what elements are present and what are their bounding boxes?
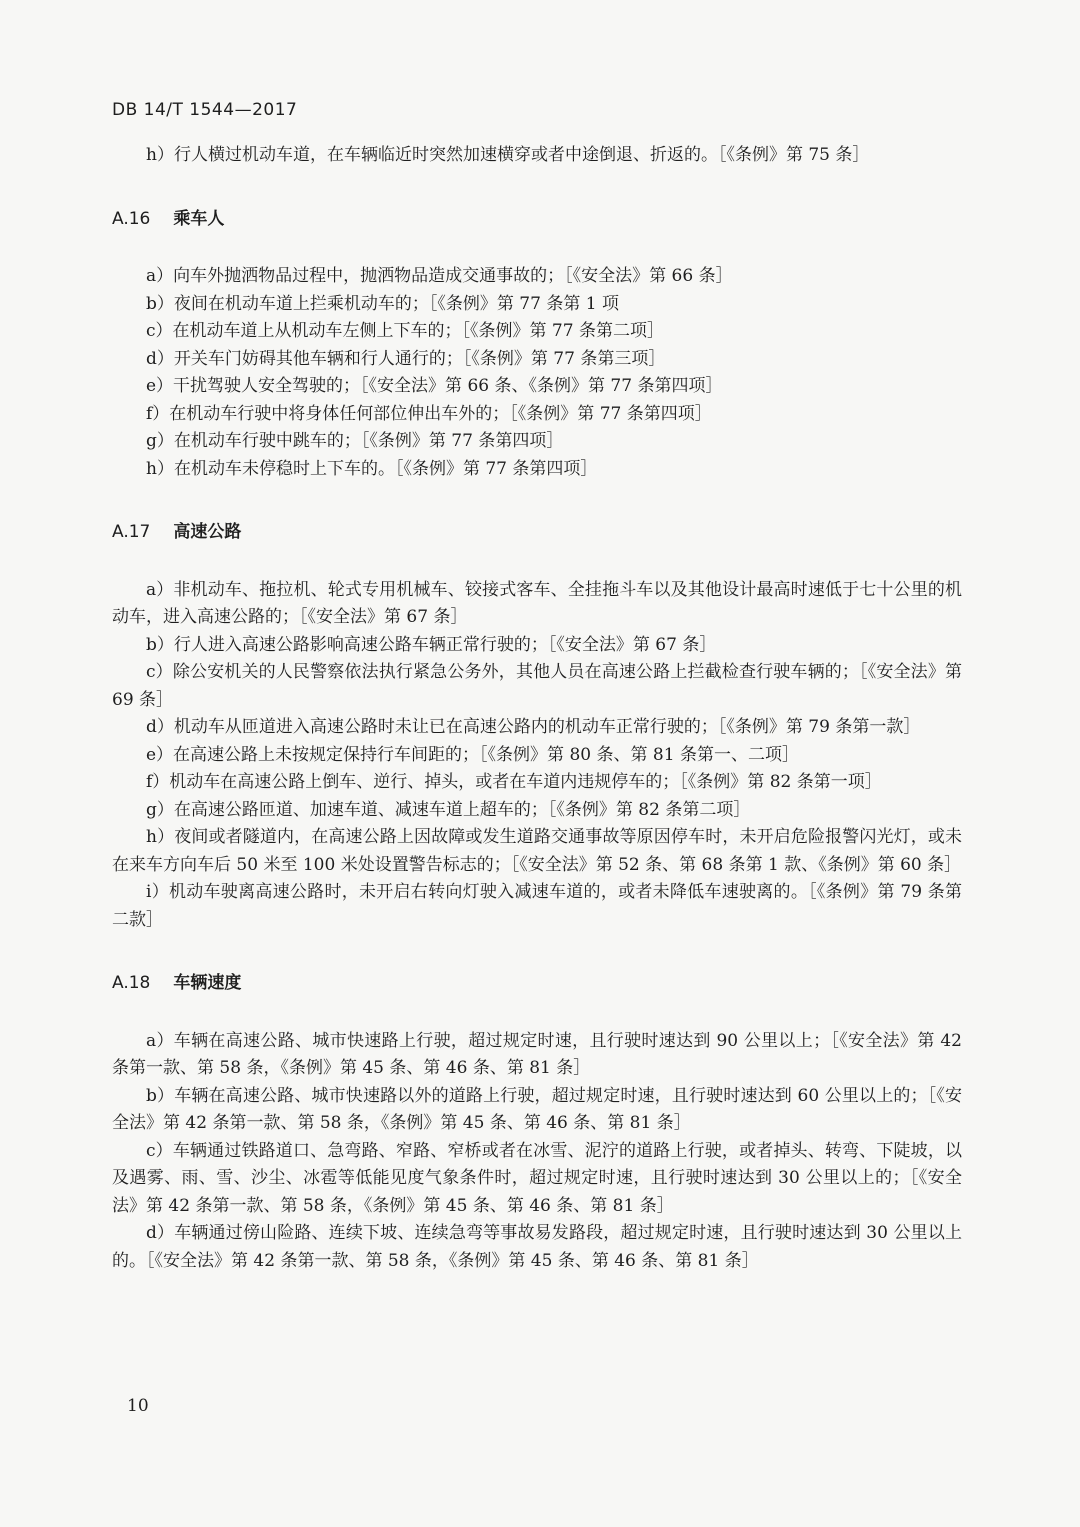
page-number: 10 <box>127 1396 149 1416</box>
list-item: f）在机动车行驶中将身体任何部位伸出车外的；［《条例》第 77 条第四项］ <box>146 403 712 424</box>
list-item: g）在高速公路匝道、加速车道、减速车道上超车的；［《条例》第 82 条第二项］ <box>146 799 751 820</box>
list-item: d）车辆通过傍山险路、连续下坡、连续急弯等事故易发路段，超过规定时速，且行驶时速达到 30 公里以上的。［《安全法》第 42 条第一款、第 58 条，《条例》第 45 条、第 46 条、第 81 条］ <box>112 1223 962 1271</box>
list-item: b）夜间在机动车道上拦乘机动车的；［《条例》第 77 条第 1 项 <box>146 293 619 314</box>
intro-item: h）行人横过机动车道，在车辆临近时突然加速横穿或者中途倒退、折返的。［《条例》第 75 条］ <box>146 145 870 165</box>
list-item: e）在高速公路上未按规定保持行车间距的；［《条例》第 80 条、第 81 条第一、二项］ <box>146 744 799 765</box>
list-item: c）除公安机关的人民警察依法执行紧急公务外，其他人员在高速公路上拦截检查行驶车辆的；［《安全法》第 69 条］ <box>112 662 962 710</box>
section-number: A.17 <box>112 522 151 542</box>
section-title: 乘车人 <box>173 208 225 229</box>
list-item: a）非机动车、拖拉机、轮式专用机械车、铰接式客车、全挂拖斗车以及其他设计最高时速低于七十公里的机动车，进入高速公路的；［《安全法》第 67 条］ <box>112 579 962 627</box>
list-item: c）车辆通过铁路道口、急弯路、窄路、窄桥或者在冰雪、泥泞的道路上行驶，或者掉头、转弯、下陡坡，以及遇雾、雨、雪、沙尘、冰雹等低能见度气象条件时，超过规定时速，且行驶时速达到 30 公里以上的；［《安全法》第 42 条第一款、第 58 条，《条例》第 45 条、第 46 条、第 81 条］ <box>112 1140 962 1216</box>
list-item: e）干扰驾驶人安全驾驶的；［《安全法》第 66 条、《条例》第 77 条第四项］ <box>146 376 723 396</box>
list-item: a）车辆在高速公路、城市快速路上行驶，超过规定时速，且行驶时速达到 90 公里以上；［《安全法》第 42 条第一款、第 58 条，《条例》第 45 条、第 46 条、第 81 条］ <box>112 1030 962 1078</box>
section-heading <box>112 519 962 547</box>
document-code: DB 14/T 1544—2017 <box>112 100 298 120</box>
section-heading <box>112 970 962 998</box>
section-a17 <box>112 519 962 934</box>
list-item: a）向车外抛洒物品过程中，抛洒物品造成交通事故的；［《安全法》第 66 条］ <box>146 266 733 286</box>
section-number: A.16 <box>112 208 151 229</box>
section-a16 <box>112 206 962 484</box>
section-title: 高速公路 <box>173 522 242 542</box>
document-body <box>112 142 962 1287</box>
list-item: d）开关车门妨碍其他车辆和行人通行的；［《条例》第 77 条第三项］ <box>146 348 666 369</box>
section-a18 <box>112 970 962 1275</box>
list-item: b）车辆在高速公路、城市快速路以外的道路上行驶，超过规定时速，且行驶时速达到 60 公里以上的；［《安全法》第 42 条第一款、第 58 条，《条例》第 45 条、第 46 条、第 81 条］ <box>112 1085 962 1133</box>
section-number: A.18 <box>112 973 151 993</box>
list-item: b）行人进入高速公路影响高速公路车辆正常行驶的；［《安全法》第 67 条］ <box>146 634 717 655</box>
list-item: f）机动车在高速公路上倒车、逆行、掉头，或者在车道内违规停车的；［《条例》第 82 条第一项］ <box>146 772 882 792</box>
section-title: 车辆速度 <box>173 973 242 993</box>
list-item: c）在机动车道上从机动车左侧上下车的；［《条例》第 77 条第二项］ <box>146 321 664 341</box>
list-item: i）机动车驶离高速公路时，未开启右转向灯驶入减速车道的，或者未降低车速驶离的。［《条例》第 79 条第二款］ <box>112 882 962 930</box>
section-heading <box>112 206 962 234</box>
list-item: h）在机动车未停稳时上下车的。［《条例》第 77 条第四项］ <box>146 458 598 479</box>
list-item: g）在机动车行驶中跳车的；［《条例》第 77 条第四项］ <box>146 431 564 451</box>
list-item: d）机动车从匝道进入高速公路时未让已在高速公路内的机动车正常行驶的；［《条例》第 79 条第一款］ <box>146 717 921 737</box>
list-item: h）夜间或者隧道内，在高速公路上因故障或发生道路交通事故等原因停车时，未开启危险报警闪光灯，或未在来车方向车后 50 米至 100 米处设置警告标志的；［《安全法》第 52 条、第 68 条第 1 款、《条例》第 60 条］ <box>112 827 962 875</box>
